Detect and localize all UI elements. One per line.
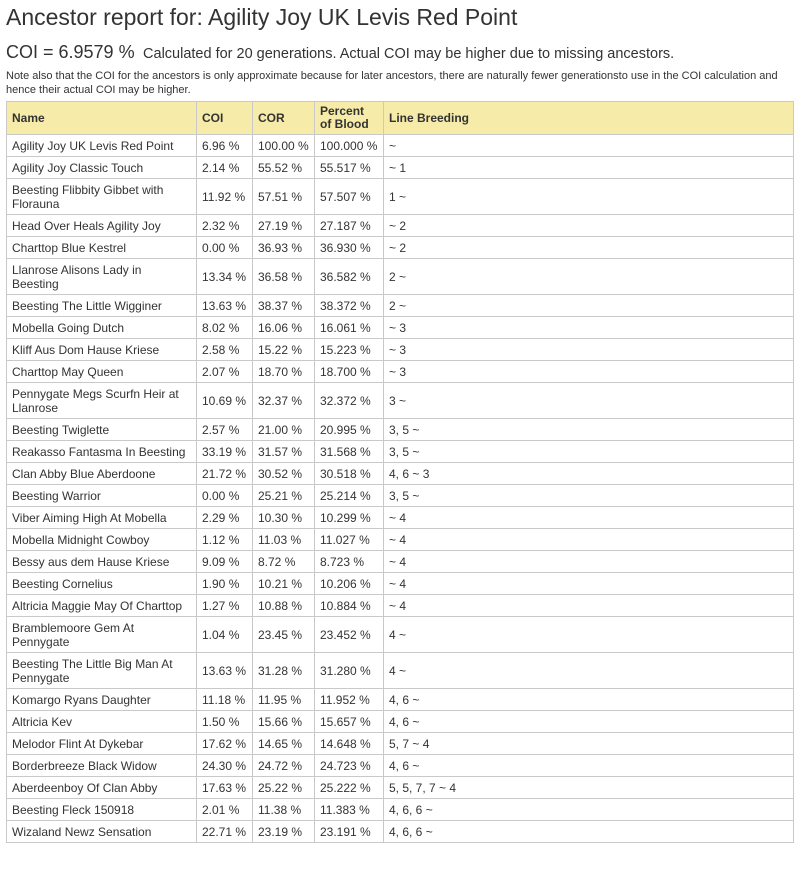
table-row (7, 179, 794, 215)
cell-percent-of-blood: 11.383 % (315, 799, 384, 821)
cell-cor: 14.65 % (253, 733, 315, 755)
cell-line-breeding: 2 ~ (384, 295, 794, 317)
table-row (7, 529, 794, 551)
cell-coi: 21.72 % (197, 463, 253, 485)
cell-line-breeding: 3, 5 ~ (384, 485, 794, 507)
cell-line-breeding: ~ 2 (384, 237, 794, 259)
cell-name: Bramblemoore Gem At Pennygate (7, 617, 197, 653)
cell-coi: 10.69 % (197, 383, 253, 419)
cell-percent-of-blood: 25.222 % (315, 777, 384, 799)
cell-percent-of-blood: 11.027 % (315, 529, 384, 551)
cell-line-breeding: ~ 4 (384, 551, 794, 573)
table-row (7, 339, 794, 361)
cell-line-breeding: 2 ~ (384, 259, 794, 295)
cell-percent-of-blood: 10.884 % (315, 595, 384, 617)
cell-coi: 2.29 % (197, 507, 253, 529)
cell-cor: 36.58 % (253, 259, 315, 295)
cell-cor: 11.03 % (253, 529, 315, 551)
header-line-breeding: Line Breeding (384, 102, 794, 135)
cell-cor: 27.19 % (253, 215, 315, 237)
cell-percent-of-blood: 55.517 % (315, 157, 384, 179)
cell-name: Bessy aus dem Hause Kriese (7, 551, 197, 573)
table-row (7, 463, 794, 485)
cell-cor: 36.93 % (253, 237, 315, 259)
cell-cor: 25.21 % (253, 485, 315, 507)
cell-line-breeding: 1 ~ (384, 179, 794, 215)
cell-coi: 0.00 % (197, 485, 253, 507)
cell-coi: 13.63 % (197, 653, 253, 689)
cell-cor: 32.37 % (253, 383, 315, 419)
cell-line-breeding: 3, 5 ~ (384, 419, 794, 441)
cell-name: Komargo Ryans Daughter (7, 689, 197, 711)
cell-line-breeding: 4, 6 ~ 3 (384, 463, 794, 485)
coi-summary (6, 37, 794, 67)
header-cor: COR (253, 102, 315, 135)
cell-cor: 18.70 % (253, 361, 315, 383)
cell-name: Beesting Twiglette (7, 419, 197, 441)
cell-cor: 15.66 % (253, 711, 315, 733)
cell-coi: 17.63 % (197, 777, 253, 799)
cell-coi: 11.92 % (197, 179, 253, 215)
cell-cor: 23.19 % (253, 821, 315, 843)
table-row (7, 617, 794, 653)
cell-line-breeding: 4, 6 ~ (384, 755, 794, 777)
cell-line-breeding: ~ 1 (384, 157, 794, 179)
cell-cor: 30.52 % (253, 463, 315, 485)
cell-coi: 1.04 % (197, 617, 253, 653)
cell-name: Altricia Kev (7, 711, 197, 733)
table-row (7, 383, 794, 419)
header-row (7, 102, 794, 135)
cell-line-breeding: ~ 3 (384, 339, 794, 361)
cell-cor: 23.45 % (253, 617, 315, 653)
cell-name: Beesting Flibbity Gibbet with Florauna (7, 179, 197, 215)
coi-note: Note also that the COI for the ancestors is only approximate because for later ancestors, there are naturally fewer generationsto use in the COI calculation and hence their actual COI may be higher. (6, 70, 778, 96)
cell-name: Agility Joy Classic Touch (7, 157, 197, 179)
cell-name: Beesting Cornelius (7, 573, 197, 595)
cell-name: Beesting Warrior (7, 485, 197, 507)
cell-coi: 1.90 % (197, 573, 253, 595)
cell-name: Clan Abby Blue Aberdoone (7, 463, 197, 485)
cell-cor: 100.00 % (253, 135, 315, 157)
table-body (7, 135, 794, 843)
cell-percent-of-blood: 31.568 % (315, 441, 384, 463)
cell-coi: 2.58 % (197, 339, 253, 361)
table-row (7, 777, 794, 799)
cell-percent-of-blood: 100.000 % (315, 135, 384, 157)
table-row (7, 595, 794, 617)
cell-cor: 8.72 % (253, 551, 315, 573)
cell-name: Borderbreeze Black Widow (7, 755, 197, 777)
table-row (7, 135, 794, 157)
cell-percent-of-blood: 31.280 % (315, 653, 384, 689)
cell-coi: 2.57 % (197, 419, 253, 441)
cell-coi: 8.02 % (197, 317, 253, 339)
table-row (7, 485, 794, 507)
table-row (7, 653, 794, 689)
cell-line-breeding: ~ 4 (384, 573, 794, 595)
cell-coi: 2.14 % (197, 157, 253, 179)
cell-cor: 10.88 % (253, 595, 315, 617)
cell-line-breeding: ~ 3 (384, 361, 794, 383)
cell-coi: 1.50 % (197, 711, 253, 733)
cell-line-breeding: ~ 4 (384, 529, 794, 551)
cell-cor: 10.30 % (253, 507, 315, 529)
cell-cor: 11.95 % (253, 689, 315, 711)
table-row (7, 799, 794, 821)
cell-percent-of-blood: 11.952 % (315, 689, 384, 711)
cell-cor: 31.28 % (253, 653, 315, 689)
cell-line-breeding: 4, 6 ~ (384, 689, 794, 711)
page-title: Ancestor report for: Agility Joy UK Levis Red Point (6, 4, 518, 30)
header-percent-of-blood: Percent of Blood (315, 102, 384, 135)
cell-cor: 16.06 % (253, 317, 315, 339)
cell-percent-of-blood: 16.061 % (315, 317, 384, 339)
cell-percent-of-blood: 18.700 % (315, 361, 384, 383)
cell-percent-of-blood: 57.507 % (315, 179, 384, 215)
cell-percent-of-blood: 10.299 % (315, 507, 384, 529)
coi-value: COI = 6.9579 % (6, 42, 135, 62)
cell-name: Reakasso Fantasma In Beesting (7, 441, 197, 463)
cell-coi: 13.63 % (197, 295, 253, 317)
cell-coi: 24.30 % (197, 755, 253, 777)
cell-line-breeding: ~ 2 (384, 215, 794, 237)
cell-coi: 1.12 % (197, 529, 253, 551)
table-row (7, 551, 794, 573)
cell-line-breeding: 4 ~ (384, 653, 794, 689)
cell-cor: 31.57 % (253, 441, 315, 463)
cell-name: Wizaland Newz Sensation (7, 821, 197, 843)
table-row (7, 689, 794, 711)
cell-cor: 15.22 % (253, 339, 315, 361)
cell-line-breeding: ~ 4 (384, 595, 794, 617)
cell-name: Beesting The Little Wigginer (7, 295, 197, 317)
cell-percent-of-blood: 36.930 % (315, 237, 384, 259)
table-row (7, 259, 794, 295)
cell-coi: 17.62 % (197, 733, 253, 755)
cell-coi: 0.00 % (197, 237, 253, 259)
cell-name: Beesting The Little Big Man At Pennygate (7, 653, 197, 689)
cell-percent-of-blood: 30.518 % (315, 463, 384, 485)
cell-coi: 9.09 % (197, 551, 253, 573)
header-name: Name (7, 102, 197, 135)
cell-cor: 57.51 % (253, 179, 315, 215)
cell-percent-of-blood: 32.372 % (315, 383, 384, 419)
cell-percent-of-blood: 20.995 % (315, 419, 384, 441)
cell-line-breeding: 4 ~ (384, 617, 794, 653)
cell-name: Agility Joy UK Levis Red Point (7, 135, 197, 157)
table-row (7, 295, 794, 317)
cell-coi: 22.71 % (197, 821, 253, 843)
cell-line-breeding: 4, 6, 6 ~ (384, 799, 794, 821)
cell-name: Beesting Fleck 150918 (7, 799, 197, 821)
cell-name: Mobella Midnight Cowboy (7, 529, 197, 551)
table-row (7, 821, 794, 843)
cell-line-breeding: ~ (384, 135, 794, 157)
table-row (7, 573, 794, 595)
cell-name: Pennygate Megs Scurfn Heir at Llanrose (7, 383, 197, 419)
cell-percent-of-blood: 15.657 % (315, 711, 384, 733)
table-row (7, 733, 794, 755)
cell-line-breeding: 3, 5 ~ (384, 441, 794, 463)
cell-name: Charttop May Queen (7, 361, 197, 383)
cell-percent-of-blood: 25.214 % (315, 485, 384, 507)
table-header (7, 102, 794, 135)
cell-cor: 55.52 % (253, 157, 315, 179)
ancestor-table (6, 101, 794, 843)
cell-percent-of-blood: 36.582 % (315, 259, 384, 295)
cell-name: Melodor Flint At Dykebar (7, 733, 197, 755)
table-row (7, 237, 794, 259)
cell-coi: 2.01 % (197, 799, 253, 821)
cell-percent-of-blood: 24.723 % (315, 755, 384, 777)
cell-coi: 2.07 % (197, 361, 253, 383)
table-row (7, 157, 794, 179)
cell-line-breeding: 4, 6 ~ (384, 711, 794, 733)
cell-name: Altricia Maggie May Of Charttop (7, 595, 197, 617)
cell-cor: 25.22 % (253, 777, 315, 799)
cell-coi: 11.18 % (197, 689, 253, 711)
table-row (7, 317, 794, 339)
cell-line-breeding: ~ 3 (384, 317, 794, 339)
cell-coi: 2.32 % (197, 215, 253, 237)
cell-coi: 13.34 % (197, 259, 253, 295)
cell-percent-of-blood: 23.452 % (315, 617, 384, 653)
cell-coi: 6.96 % (197, 135, 253, 157)
cell-line-breeding: 3 ~ (384, 383, 794, 419)
cell-percent-of-blood: 15.223 % (315, 339, 384, 361)
cell-coi: 1.27 % (197, 595, 253, 617)
cell-name: Kliff Aus Dom Hause Kriese (7, 339, 197, 361)
table-row (7, 441, 794, 463)
table-row (7, 215, 794, 237)
cell-name: Llanrose Alisons Lady in Beesting (7, 259, 197, 295)
cell-name: Charttop Blue Kestrel (7, 237, 197, 259)
cell-percent-of-blood: 38.372 % (315, 295, 384, 317)
header-coi: COI (197, 102, 253, 135)
cell-cor: 11.38 % (253, 799, 315, 821)
cell-percent-of-blood: 8.723 % (315, 551, 384, 573)
coi-description: Calculated for 20 generations. Actual COI may be higher due to missing ancestors. (143, 46, 675, 62)
cell-line-breeding: 5, 7 ~ 4 (384, 733, 794, 755)
cell-cor: 21.00 % (253, 419, 315, 441)
cell-cor: 24.72 % (253, 755, 315, 777)
cell-coi: 33.19 % (197, 441, 253, 463)
cell-line-breeding: 4, 6, 6 ~ (384, 821, 794, 843)
cell-cor: 38.37 % (253, 295, 315, 317)
cell-line-breeding: 5, 5, 7, 7 ~ 4 (384, 777, 794, 799)
cell-line-breeding: ~ 4 (384, 507, 794, 529)
table-row (7, 711, 794, 733)
cell-percent-of-blood: 23.191 % (315, 821, 384, 843)
table-row (7, 755, 794, 777)
cell-name: Aberdeenboy Of Clan Abby (7, 777, 197, 799)
cell-name: Mobella Going Dutch (7, 317, 197, 339)
cell-percent-of-blood: 14.648 % (315, 733, 384, 755)
cell-name: Head Over Heals Agility Joy (7, 215, 197, 237)
table-row (7, 507, 794, 529)
table-row (7, 419, 794, 441)
table-row (7, 361, 794, 383)
cell-percent-of-blood: 10.206 % (315, 573, 384, 595)
cell-cor: 10.21 % (253, 573, 315, 595)
cell-percent-of-blood: 27.187 % (315, 215, 384, 237)
cell-name: Viber Aiming High At Mobella (7, 507, 197, 529)
